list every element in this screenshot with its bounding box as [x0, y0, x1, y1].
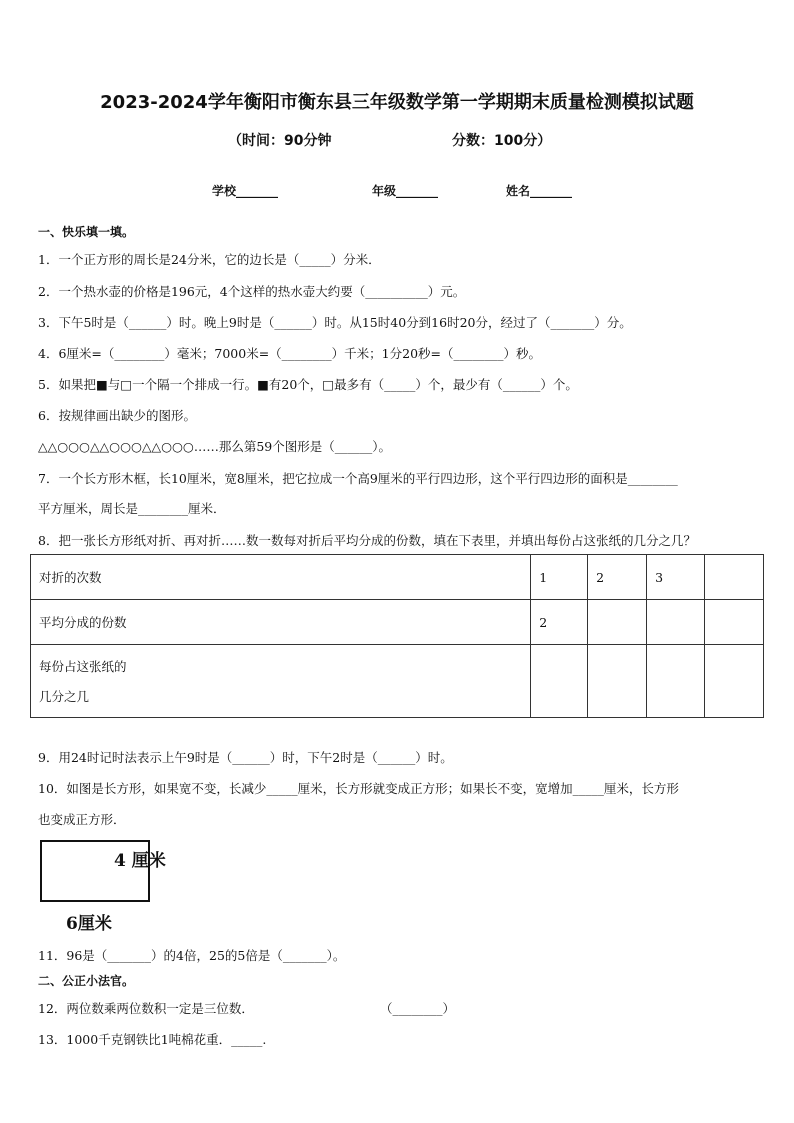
table-cell-label	[31, 645, 531, 718]
table-cell[interactable]	[705, 645, 764, 718]
exam-score: 分数：100分）	[452, 133, 552, 149]
table-cell: 2	[531, 600, 588, 645]
table-cell-label-line1: 每份占这张纸的	[39, 659, 127, 674]
question-6: 6．按规律画出缺少的图形。	[38, 408, 196, 423]
table-cell[interactable]	[531, 645, 588, 718]
table-row	[31, 645, 764, 718]
table-cell[interactable]	[647, 600, 705, 645]
question-12-answer-blank[interactable]: （________）	[380, 1001, 456, 1016]
question-4: 4．6厘米=（________）毫米；7000米=（________）千米；1分20秒=（________）秒。	[38, 346, 541, 361]
name-field[interactable]: 姓名_______	[506, 184, 573, 198]
question-13: 13．1000千克钢铁比1吨棉花重．_____.	[38, 1032, 267, 1047]
fold-table	[30, 554, 764, 718]
grade-field[interactable]: 年级_______	[372, 184, 439, 198]
question-10-cont: 也变成正方形．	[38, 812, 126, 827]
table-cell: 1	[531, 555, 588, 600]
question-7-cont: 平方厘米，周长是________厘米．	[38, 501, 226, 516]
question-8: 8．把一张长方形纸对折、再对折……数一数每对折后平均分成的份数，填在下表里，并填出每份占这张纸的几分之几？	[38, 533, 696, 548]
table-cell-label-line2: 几分之几	[39, 689, 90, 704]
table-cell[interactable]	[588, 645, 647, 718]
question-10: 10．如图是长方形，如果宽不变，长减少_____厘米，长方形就变成正方形；如果长不变，宽增加_____厘米，长方形	[38, 781, 679, 796]
rectangle-length-label: 6厘米	[66, 914, 112, 934]
question-1: 1．一个正方形的周长是24分米，它的边长是（_____）分米．	[38, 252, 381, 267]
table-cell[interactable]	[647, 645, 705, 718]
table-cell: 2	[588, 555, 647, 600]
question-11: 11．96是（_______）的4倍，25的5倍是（_______）。	[38, 948, 346, 963]
table-cell[interactable]	[705, 555, 764, 600]
rectangle-width-label: 4 厘米	[114, 851, 166, 871]
exam-title: 2023-2024学年衡阳市衡东县三年级数学第一学期期末质量检测模拟试题	[100, 92, 694, 113]
question-2: 2．一个热水壶的价格是196元，4个这样的热水壶大约要（__________）元。	[38, 284, 466, 299]
table-cell-label: 对折的次数	[31, 555, 531, 600]
table-cell[interactable]	[705, 600, 764, 645]
section-heading-2: 二、公正小法官。	[38, 974, 135, 988]
question-6-pattern: △△○○○△△○○○△△○○○……那么第59个图形是（______）。	[38, 439, 391, 454]
question-9: 9．用24时记时法表示上午9时是（______）时，下午2时是（______）时。	[38, 750, 453, 765]
table-cell: 3	[647, 555, 705, 600]
table-cell-label: 平均分成的份数	[31, 600, 531, 645]
table-cell[interactable]	[588, 600, 647, 645]
question-3: 3．下午5时是（______）时。晚上9时是（______）时。从15时40分到16时20分，经过了（_______）分。	[38, 315, 632, 330]
school-field[interactable]: 学校_______	[212, 184, 279, 198]
table-row	[31, 555, 764, 600]
question-7: 7．一个长方形木框，长10厘米，宽8厘米，把它拉成一个高9厘米的平行四边形，这个平行四边形的面积是________	[38, 471, 678, 486]
exam-time: （时间：90分钟	[228, 133, 332, 149]
question-5: 5．如果把■与□一个隔一个排成一行。■有20个，□最多有（_____）个，最少有（______）个。	[38, 377, 578, 392]
section-heading-1: 一、快乐填一填。	[38, 225, 135, 239]
table-row	[31, 600, 764, 645]
question-12: 12．两位数乘两位数积一定是三位数．	[38, 1001, 254, 1016]
